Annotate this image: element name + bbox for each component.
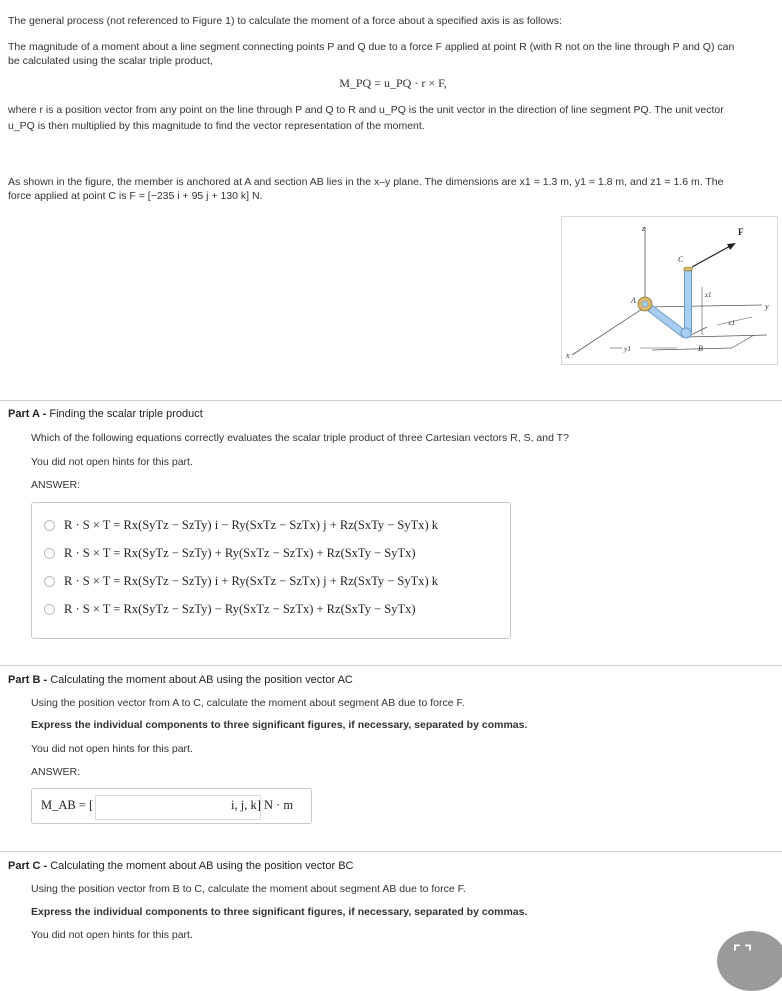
problem-line-1: As shown in the figure, the member is anchored at A and section AB lies in the x–y plane. The dimensions are x1 = 1.3 m, y1 = 1.8 m, and z1 = 1.6 m. The	[8, 176, 724, 188]
moment-label: M_AB = [	[41, 798, 94, 812]
x-axis	[572, 307, 645, 355]
intro-line-3: be calculated using the scalar triple product,	[8, 55, 213, 67]
member-diagram	[562, 217, 777, 364]
part-a-answer-label: ANSWER:	[31, 479, 81, 491]
intro-equation: M_PQ = u_PQ · r × F,	[339, 76, 447, 90]
label-y: y	[765, 302, 769, 311]
part-a-option-4[interactable]	[44, 602, 416, 617]
problem-line-2: force applied at point C is F = [−235 i + 95 j + 130 k] N.	[8, 190, 263, 202]
label-f: F	[738, 227, 744, 237]
label-y1: y1	[624, 344, 632, 353]
part-b-instruction: Using the position vector from A to C, calculate the moment about segment AB due to force F.	[31, 697, 465, 709]
divider-part-b	[0, 665, 782, 666]
option-text: R · S × T = Rx(SyTz − SzTy) − Ry(SxTz − SzTx) + Rz(SxTy − SyTx)	[64, 602, 416, 616]
part-c-title	[8, 860, 353, 872]
anchor-a-core	[642, 301, 648, 307]
part-b-title-rest: Calculating the moment about AB using the position vector AC	[50, 674, 353, 686]
divider-part-a	[0, 400, 782, 401]
part-a-title-rest: Finding the scalar triple product	[49, 408, 203, 420]
option-text: R · S × T = Rx(SyTz − SzTy) + Ry(SxTz − SzTx) + Rz(SxTy − SyTx)	[64, 546, 416, 560]
label-a: A	[631, 296, 636, 305]
part-c-instruction: Using the position vector from B to C, calculate the moment about segment AB due to force F.	[31, 883, 466, 895]
ground-line-4	[732, 335, 754, 348]
label-b: B	[698, 344, 703, 353]
part-c-title-rest: Calculating the moment about AB using the position vector BC	[50, 860, 354, 872]
intro-line-4: where r is a position vector from any point on the line through P and Q to R and u_PQ is the unit vector in the direction of line segment PQ. The unit vector	[8, 104, 724, 116]
label-z: z	[642, 224, 646, 233]
intro-line-5: u_PQ is then multiplied by this magnitude to find the vector representation of the moment.	[8, 120, 425, 132]
chat-icon[interactable]: ⌜⌝	[733, 944, 756, 961]
option-text: R · S × T = Rx(SyTz − SzTy) i − Ry(SxTz − SzTx) j + Rz(SxTy − SyTx) k	[64, 518, 439, 532]
part-c-hint-status: You did not open hints for this part.	[31, 929, 193, 941]
ground-line-1	[687, 335, 767, 337]
part-a-hint-status: You did not open hints for this part.	[31, 456, 193, 468]
cap-c	[684, 267, 693, 271]
elbow-b	[681, 328, 691, 338]
moment-units: i, j, k] N · m	[231, 798, 294, 812]
force-arrow-head	[727, 243, 736, 250]
label-x1: x1	[728, 318, 736, 327]
member-figure	[561, 216, 778, 365]
intro-line-2: The magnitude of a moment about a line segment connecting points P and Q due to a force F applied at point R (with R not on the line through P and Q) can	[8, 41, 735, 53]
part-b-format-note: Express the individual components to three significant figures, if necessary, separated by commas.	[31, 719, 528, 731]
radio-icon[interactable]	[44, 576, 55, 587]
part-b-hint-status: You did not open hints for this part.	[31, 743, 193, 755]
segment-ab	[646, 305, 684, 334]
part-b-title-bold: Part B -	[8, 674, 48, 686]
part-b-title	[8, 674, 353, 686]
force-arrow-shaft	[692, 245, 732, 267]
part-c-format-note: Express the individual components to three significant figures, if necessary, separated by commas.	[31, 906, 528, 918]
part-a-option-3[interactable]	[44, 574, 438, 589]
label-z1: z1	[705, 290, 712, 299]
part-c-title-bold: Part C -	[8, 860, 48, 872]
part-b-answer-box	[31, 788, 312, 824]
part-a-question: Which of the following equations correctly evaluates the scalar triple product of three Cartesian vectors R, S, and T?	[31, 432, 569, 444]
intro-line-1: The general process (not referenced to Figure 1) to calculate the moment of a force about a specified axis is as follows:	[8, 15, 562, 27]
radio-icon[interactable]	[44, 520, 55, 531]
part-a-option-2[interactable]	[44, 546, 416, 561]
divider-part-c	[0, 851, 782, 852]
label-c: C	[678, 255, 684, 264]
part-a-option-1[interactable]	[44, 518, 438, 533]
label-x: x	[566, 351, 570, 360]
part-a-title	[8, 408, 203, 420]
part-b-answer-label: ANSWER:	[31, 766, 81, 778]
option-text: R · S × T = Rx(SyTz − SzTy) i + Ry(SxTz − SzTx) j + Rz(SxTy − SyTx) k	[64, 574, 439, 588]
part-a-title-bold: Part A -	[8, 408, 47, 420]
radio-icon[interactable]	[44, 604, 55, 615]
part-a-answer-box	[31, 502, 511, 639]
y-axis	[645, 305, 762, 307]
radio-icon[interactable]	[44, 548, 55, 559]
